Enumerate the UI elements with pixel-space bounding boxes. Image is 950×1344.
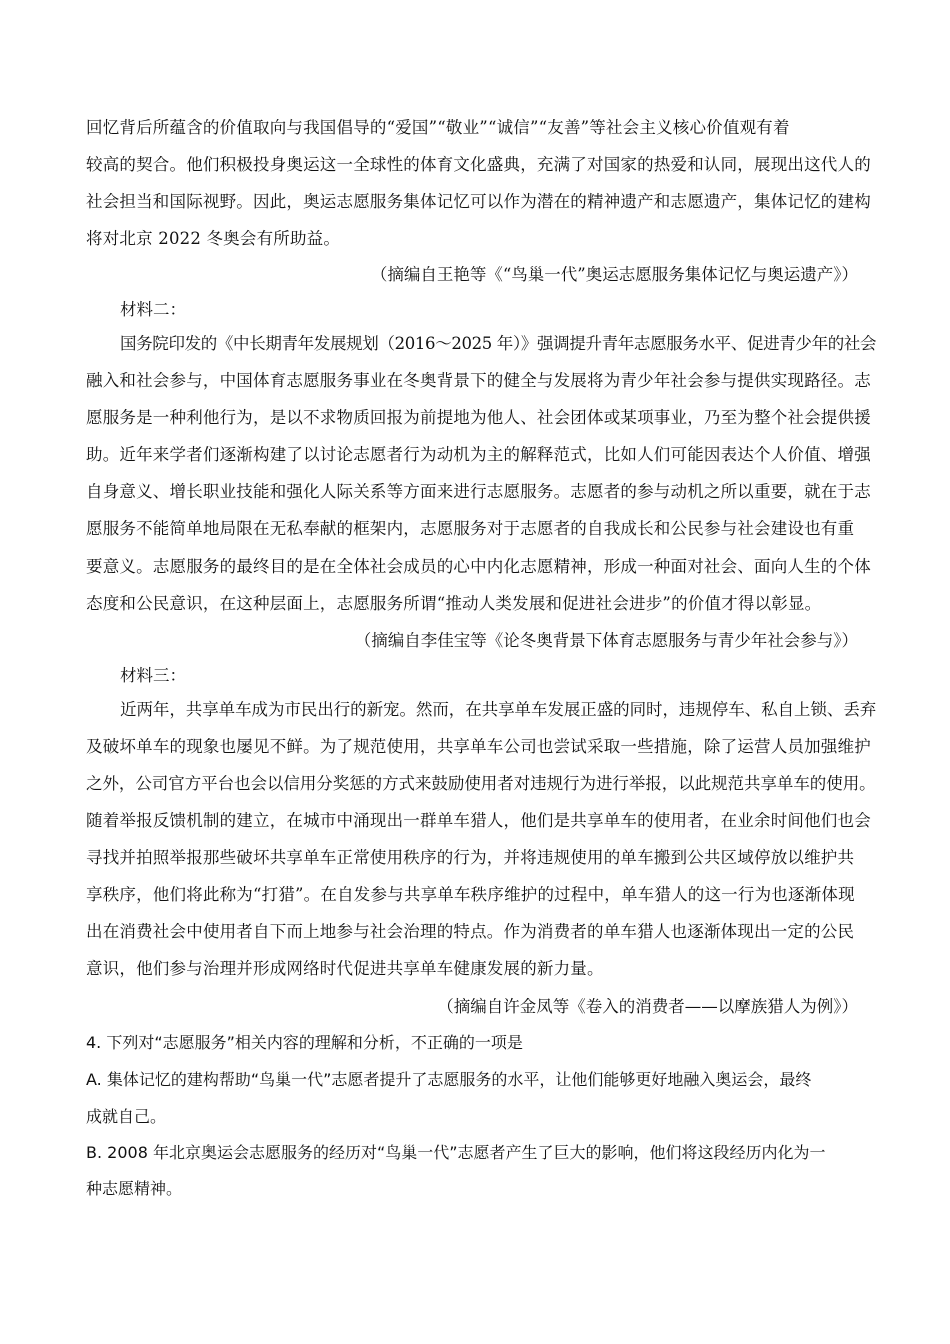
material3-line-1: 近两年，共享单车成为市民出行的新宠。然而，在共享单车发展正盛的同时，违规停车、私自上锁、丢弃 bbox=[120, 700, 877, 719]
material2-line-8: 态度和公民意识，在这种层面上，志愿服务所谓“推动人类发展和促进社会进步”的价值才得以彰显。 bbox=[86, 594, 822, 613]
question-stem: 4. 下列对“志愿服务”相关内容的理解和分析，不正确的一项是 bbox=[86, 1033, 523, 1052]
material1-line-2: 较高的契合。他们积极投身奥运这一全球性的体育文化盛典，充满了对国家的热爱和认同，展现出这代人的 bbox=[86, 155, 871, 174]
material2-label: 材料二： bbox=[120, 300, 186, 319]
material3-line-4: 随着举报反馈机制的建立，在城市中涌现出一群单车猎人，他们是共享单车的使用者，在业余时间他们也会 bbox=[86, 811, 871, 830]
material2-line-2: 融入和社会参与，中国体育志愿服务事业在冬奥背景下的健全与发展将为青少年社会参与提供实现路径。志 bbox=[86, 371, 871, 390]
material3-label: 材料三： bbox=[120, 666, 186, 685]
material1-line-4: 将对北京 2022 冬奥会有所助益。 bbox=[86, 229, 341, 248]
material2-line-6: 愿服务不能简单地局限在无私奉献的框架内，志愿服务对于志愿者的自我成长和公民参与社会建设也有重 bbox=[86, 519, 855, 538]
material2-line-3: 愿服务是一种利他行为，是以不求物质回报为前提地为他人、社会团体或某项事业，乃至为整个社会提供援 bbox=[86, 408, 871, 427]
material3-line-7: 出在消费社会中使用者自下而上地参与社会治理的特点。作为消费者的单车猎人也逐渐体现出一定的公民 bbox=[86, 922, 855, 941]
option-a-line-1: A. 集体记忆的建构帮助“鸟巢一代”志愿者提升了志愿服务的水平，让他们能够更好地融入奥运会，最终 bbox=[86, 1070, 812, 1089]
option-b-line-1: B. 2008 年北京奥运会志愿服务的经历对“鸟巢一代”志愿者产生了巨大的影响，他们将这段经历内化为一 bbox=[86, 1143, 826, 1162]
material2-line-1: 国务院印发的《中长期青年发展规划（2016～2025 年）》强调提升青年志愿服务水平、促进青少年的社会 bbox=[120, 334, 877, 353]
option-b-line-2: 种志愿精神。 bbox=[86, 1179, 183, 1198]
material3-source: （摘编自许金凤等《卷入的消费者——以摩族猎人为例》） bbox=[437, 997, 858, 1016]
option-a-line-2: 成就自己。 bbox=[86, 1107, 167, 1126]
material1-line-3: 社会担当和国际视野。因此，奥运志愿服务集体记忆可以作为潜在的精神遗产和志愿遗产，集体记忆的建构 bbox=[86, 192, 871, 211]
material3-line-3: 之外，公司官方平台也会以信用分奖惩的方式来鼓励使用者对违规行为进行举报，以此规范共享单车的使用。 bbox=[86, 774, 876, 793]
material3-line-2: 及破坏单车的现象也屡见不鲜。为了规范使用，共享单车公司也尝试采取一些措施，除了运营人员加强维护 bbox=[86, 737, 871, 756]
material2-line-7: 要意义。志愿服务的最终目的是在全体社会成员的心中内化志愿精神，形成一种面对社会、面向人生的个体 bbox=[86, 557, 871, 576]
material1-line-1: 回忆背后所蕴含的价值取向与我国倡导的“爱国”“敬业”“诚信”“友善”等社会主义核心价值观有着 bbox=[86, 118, 790, 137]
material3-line-8: 意识，他们参与治理并形成网络时代促进共享单车健康发展的新力量。 bbox=[86, 959, 604, 978]
material2-line-4: 助。近年来学者们逐渐构建了以讨论志愿者行为动机为主的解释范式，比如人们可能因表达个人价值、增强 bbox=[86, 445, 871, 464]
material2-source: （摘编自李佳宝等《论冬奥背景下体育志愿服务与青少年社会参与》） bbox=[354, 631, 858, 650]
material3-line-5: 寻找并拍照举报那些破坏共享单车正常使用秩序的行为，并将违规使用的单车搬到公共区域停放以维护共 bbox=[86, 848, 855, 867]
material1-source: （摘编自王艳等《“鸟巢一代”奥运志愿服务集体记忆与奥运遗产》） bbox=[370, 265, 858, 284]
material3-line-6: 享秩序，他们将此称为“打猎”。在自发参与共享单车秩序维护的过程中，单车猎人的这一行为也逐渐体现 bbox=[86, 885, 855, 904]
material2-line-5: 自身意义、增长职业技能和强化人际关系等方面来进行志愿服务。志愿者的参与动机之所以重要，就在于志 bbox=[86, 482, 871, 501]
